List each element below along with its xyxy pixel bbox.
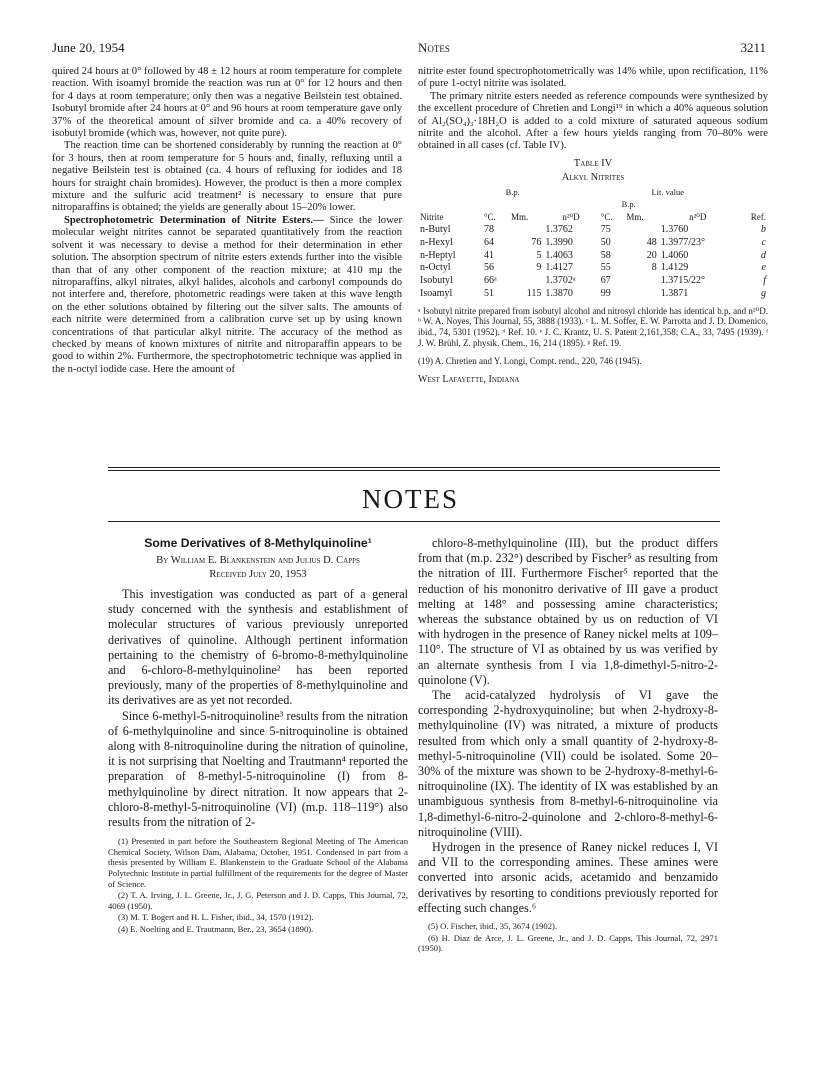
table-cell: 1.4060 <box>660 249 689 261</box>
table-cell: b <box>761 224 766 236</box>
table-cell: n-Hexyl <box>420 236 453 248</box>
table-cell: 5 <box>536 249 542 261</box>
section-rule <box>108 470 720 471</box>
paragraph-text: Since the lower molecular weight nitrites cannot be separated quantitatively from the reaction solvent it was necessary to devise a method for their determination in ether solution. The absorption spectrum of nitrite esters extends further into the visible than that of any other component of the reaction mixture; at 410 mμ the nitroparaffins, alkyl nitrates, alkyl halides, alcohols and carbonyl compounds do not interfere and, therefore, photometric readings were taken at this wave length on the ether solutions obtained by filtering out the silver salts. The amounts of each nitrite were determined from a calibration curve set up by using known concentrations of that particular alkyl nitrite. The accuracy of the method as checked by means of known mixtures of nitrite and nitroparaffin appears to be good to within 2%. Furthermore, the spectrophotometric technique was applied in the n-octyl iodide case. Here the amount of <box>52 214 402 375</box>
section-heading: Spectrophotometric Determination of Nitrite Esters.— <box>64 214 324 226</box>
table-cell: g <box>761 288 766 300</box>
table-cell: 41 <box>483 249 494 261</box>
table-cell: 75 <box>600 224 611 236</box>
column-header: n²⁰D <box>562 212 580 223</box>
table-cell: 115 <box>526 288 542 300</box>
running-section: Notes <box>418 40 450 55</box>
table-cell: 99 <box>600 288 611 300</box>
section-title: NOTES <box>362 484 459 514</box>
article-left-column <box>108 536 408 936</box>
paragraph: The reaction time can be shortened considerably by running the reaction at 0° for 3 hours, then at room temperature for 5 hours and, finally, refluxing until a negative Beilstein test is obtained (ca. 4 hours of refluxing for iodides and 18 hours for straight chain bromides). However, the product is then a more complex mixture and the sulfuric acid treatment² is necessary to ensure that pure nitroparaffins is obtained; the yields are generally about 15–20% lower. <box>52 140 402 214</box>
running-date: June 20, 1954 <box>52 40 125 55</box>
footnote: (2) T. A. Irving, J. L. Greene, Jr., J. G. Peterson and J. D. Capps, This Journal, 72, 4069 (1950). <box>108 890 408 911</box>
table-cell: 76 <box>531 236 542 248</box>
table-row <box>418 288 768 301</box>
footnote: (4) E. Noelting and E. Trautmann, Ber., 23, 3654 (1890). <box>118 924 314 934</box>
table-cell: 1.4129 <box>660 262 689 274</box>
table-cell: 50 <box>600 236 611 248</box>
table-cell: d <box>761 249 766 261</box>
table-cell: 1.3990 <box>545 236 573 248</box>
column-header: Mm. <box>626 212 644 223</box>
bp-label: B.p. <box>505 186 520 197</box>
table-cell: 1.3715/22° <box>660 275 706 287</box>
table-cell: 1.3760 <box>660 224 689 236</box>
table-cell: 1.3762 <box>545 224 573 236</box>
table-cell: n-Butyl <box>420 224 451 236</box>
table-cell: n-Octyl <box>420 262 451 274</box>
table-cell: f <box>763 275 766 287</box>
paragraph: The primary nitrite esters needed as reference compounds were synthesized by the excellent procedure of Chretien and Longi¹⁹ in which a 40% aqueous solution of Al₂(SO₄)₃·18H₂O is added to a cold mixture of saturated aqueous sodium nitrite and the alcohol. After a few hours yields ranging from 70–80% were obtained in all cases (cf. Table IV). <box>418 90 768 152</box>
paragraph: quired 24 hours at 0° followed by 48 ± 12 hours at room temperature for complete reaction. With isoamyl bromide the reaction was run at 0° for 12 hours and then for 4 days at room temperature; only then was a negative Beilstein test obtained. Isobutyl bromide after 24 hours at 0° and 96 hours at room temperature gave only 37% of the theoretical amount of silver bromide and ca. a 40% recovery of isobutyl bromide (which was, however, not quite pure). <box>52 66 402 140</box>
column-header: °C. <box>483 212 496 223</box>
table-cell <box>509 224 543 237</box>
table-cell: 67 <box>600 275 611 287</box>
table-row <box>418 250 768 263</box>
table-cell: Isobutyl <box>420 275 453 287</box>
table-cell: 1.3977/23° <box>660 236 706 248</box>
table-title: Alkyl Nitrites <box>561 172 625 184</box>
table-row <box>418 224 768 237</box>
paragraph: Since 6-methyl-5-nitroquinoline³ results from the nitration of 6-methylquinoline and since 5-nitroquinoline is obtained along with 8-nitroquinoline during the nitration of quinoline, it is not surprising that Noelting and Trautmann⁴ reported the preparation of 8-methyl-5-nitroquinoline (I) from 8-methylquinoline by direct nitration. It now appears that 2-chloro-8-methyl-5-nitroquinoline (VI) (m.p. 118–119°) also results from the nitration of 2- <box>108 708 408 830</box>
table-cell: 55 <box>600 262 611 274</box>
table-cell: 20 <box>646 249 657 261</box>
top-left-column <box>52 66 402 376</box>
table-header-row <box>418 211 768 224</box>
section-rule <box>108 467 720 468</box>
table-cell: 58 <box>600 249 611 261</box>
table-cell: 48 <box>646 236 657 248</box>
bp-label: B.p. <box>621 199 636 210</box>
footnote: (19) A. Chretien and Y. Longi, Compt. rend., 220, 746 (1945). <box>418 356 642 367</box>
lit-value-label: Lit. value <box>651 186 685 197</box>
table-cell: 78 <box>483 224 494 236</box>
paragraph: nitrite ester found spectrophotometrically was 14% while, upon rectification, 11% of pure 1-octyl nitrite was isolated. <box>418 66 768 90</box>
table-row <box>418 262 768 275</box>
affiliation: West Lafayette, Indiana <box>418 373 520 385</box>
table-cell: e <box>761 262 766 274</box>
table-label: Table IV <box>573 157 613 169</box>
table-notes: ᵃ Isobutyl nitrite prepared from isobutyl alcohol and nitrosyl chloride has identical b.p. and n²⁰D. ᵇ W. A. Noyes, This Journal, 55, 3888 (1933). ᶜ L. M. Soffer, E. W. Parrotta and J. D. Domenico, ibid., 74, 5301 (1952). ᵈ Ref. 10. ᵉ J. C. Krantz, U. S. Patent 2,161,358; C.A., 33, 7495 (1939). ᶠ J. W. Brühl, Z. physik. Chem., 16, 214 (1895). ᵍ Ref. 19. <box>418 305 768 348</box>
table-row <box>418 237 768 250</box>
column-header: Mm. <box>510 212 529 223</box>
top-right-column <box>418 66 768 386</box>
paragraph: This investigation was conducted as part of a general study concerned with the synthesis and establishment of molecular structures of various previously unreported derivatives of quinoline. Although pertinent information pertaining to the chemistry of 6-bromo-8-methylquinoline and 6-chloro-8-methylquinoline² has been reported previously, many of the properties of 8-methylquinoline and its derivatives are as yet not recorded. <box>108 587 408 708</box>
table-cell: n-Heptyl <box>420 249 456 261</box>
table-cell: 56 <box>483 262 494 274</box>
paragraph: Hydrogen in the presence of Raney nickel reduces I, VI and VII to the corresponding amines. These amines were converted into arsonic acids, acetamido and benzamido derivatives by resorting to conditions previously reported for effecting such changes.⁶ <box>418 840 718 915</box>
table-cell: 9 <box>536 262 542 274</box>
table-cell: 1.4063 <box>545 249 573 261</box>
alkyl-nitrites-table <box>418 186 768 301</box>
table-cell: 66ᵃ <box>483 275 497 287</box>
table-cell: Isoamyl <box>420 288 453 300</box>
received-date: Received July 20, 1953 <box>209 569 307 580</box>
table-cell: 1.3871 <box>660 288 689 300</box>
table-row <box>418 275 768 288</box>
footnote: (1) Presented in part before the Southeastern Regional Meeting of The American Chemical Society, Wilson Dam, Alabama, October, 1951. Condensed in part from a thesis presented by William E. Blankenstein to the Graduate School of the Alabama Polytechnic Institute in partial fulfillment of the requirements for the degree of Master of Science. <box>108 836 408 889</box>
table-cell: 1.3702ᵃ <box>545 275 576 287</box>
article-title: Some Derivatives of 8-Methylquinoline¹ <box>144 536 372 550</box>
paragraph: The acid-catalyzed hydrolysis of VI gave the corresponding 2-hydroxyquinoline; but when 2-hydroxy-8-methylquinoline (IV) was nitrated, a mixture of products resulted from which only a small quantity of 2-hydroxy-8-methyl-5-nitroquinoline (VII) could be isolated. Some 20–30% of the mixture was shown to be 2-hydroxy-8-methyl-6-nitroquinoline (IX). The identity of IX was established by an unambiguous synthesis from 8-methyl-6-nitroquinoline via 1,8-dimethyl-6-nitro-2-quinolone and 2-chloro-8-methyl-6-nitroquinoline (VIII). <box>418 688 718 839</box>
article-authors: By William E. Blankenstein and Julius D. Capps <box>156 555 360 566</box>
paragraph: chloro-8-methylquinoline (III), but the product differs from that (m.p. 232°) described by Fischer⁵ as resulting from the nitration of III. Furthermore Fischer⁵ reported that the reduction of his mononitro derivative of III gave a product melting at 148° and possessing amine characteristics; whereas the substance obtained by us on reduction of VI with hydrogen in the presence of Raney nickel melts at 109–110°. The structure of VI as obtained by us was verified by an alternate synthesis from I via 1,8-dimethyl-5-nitro-2-quinolone (V). <box>418 536 718 687</box>
paragraph <box>52 215 402 376</box>
footnote: (3) M. T. Bogert and H. L. Fisher, ibid., 34, 1570 (1912). <box>118 912 314 923</box>
column-header: Nitrite <box>420 212 444 223</box>
table-cell: c <box>761 236 766 248</box>
column-header: °C. <box>600 212 613 223</box>
section-rule <box>108 521 720 522</box>
footnote: (6) H. Diaz de Arce, J. L. Greene, Jr., and J. D. Capps, This Journal, 72, 2971 (1950). <box>418 932 718 954</box>
table-cell: 51 <box>483 288 494 300</box>
column-header: n²⁰D <box>689 212 707 223</box>
table-cell <box>624 288 658 301</box>
page-number: 3211 <box>740 40 766 55</box>
table-cell <box>624 275 658 288</box>
column-header: Ref. <box>750 212 766 223</box>
table-cell <box>509 275 543 288</box>
table-cell: 1.3870 <box>545 288 573 300</box>
table-cell: 8 <box>651 262 657 274</box>
table-cell: 64 <box>483 236 494 248</box>
footnote: (5) O. Fischer, ibid., 35, 3674 (1902). <box>428 921 558 932</box>
article-right-column <box>418 536 718 955</box>
table-cell: 1.4127 <box>545 262 573 274</box>
table-cell <box>624 224 658 237</box>
